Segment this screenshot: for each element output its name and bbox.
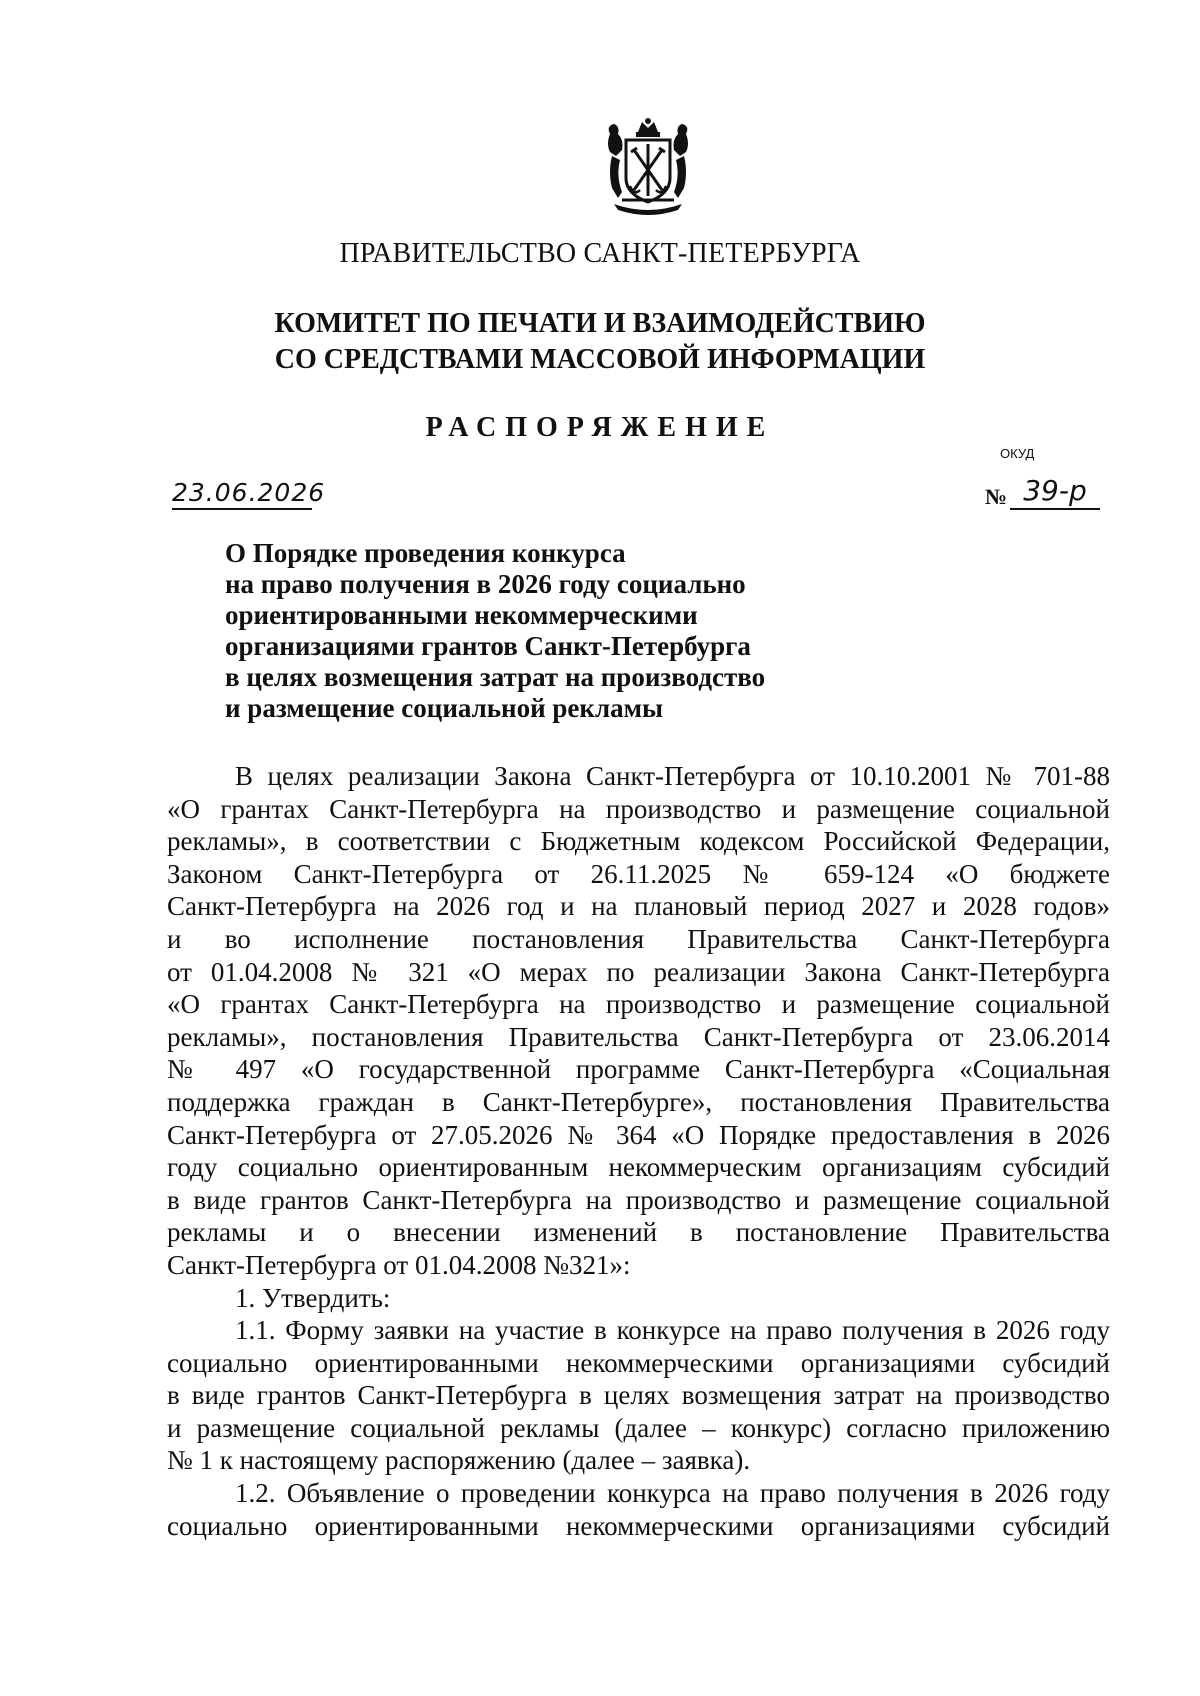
subject-line: на право получения в 2026 году социально bbox=[225, 569, 746, 599]
body-line: в виде грантов Санкт-Петербурга на производство и размещение социальной bbox=[167, 1184, 1110, 1215]
body-line: В целях реализации Закона Санкт-Петербурга от 10.10.2001 № 701-88 bbox=[235, 761, 1110, 791]
body-line: в виде грантов Санкт-Петербурга в целях возмещения затрат на производство bbox=[167, 1380, 1110, 1411]
body-line: от 01.04.2008 № 321 «О мерах по реализации Закона Санкт-Петербурга bbox=[167, 956, 1110, 987]
document-date: 23.06.2026 bbox=[172, 478, 312, 510]
subject-line: О Порядке проведения конкурса bbox=[225, 538, 626, 568]
body-line: № 1 к настоящему распоряжению (далее – заявка). bbox=[167, 1445, 751, 1476]
body-line: Законом Санкт-Петербурга от 26.11.2025 № 659-124 «О бюджете bbox=[167, 858, 1110, 889]
document-type: РАСПОРЯЖЕНИЕ bbox=[425, 412, 775, 443]
okud-label: ОКУД bbox=[1000, 446, 1035, 461]
body-line: и во исполнение постановления Правительства Санкт-Петербурга bbox=[167, 923, 1110, 954]
body-line: году социально ориентированным некоммерческим организациям субсидий bbox=[167, 1152, 1110, 1183]
body-line: 1. Утвердить: bbox=[235, 1282, 391, 1313]
committee-line: КОМИТЕТ ПО ПЕЧАТИ И ВЗАИМОДЕЙСТВИЮ bbox=[274, 308, 926, 339]
document-body bbox=[167, 760, 1110, 1542]
body-line: социально ориентированными некоммерческими организациями субсидий bbox=[167, 1510, 1110, 1541]
body-line: поддержка граждан в Санкт-Петербурге», постановления Правительства bbox=[167, 1086, 1110, 1117]
body-line: 1.2. Объявление о проведении конкурса на право получения в 2026 году bbox=[235, 1478, 1110, 1509]
body-line: рекламы и о внесении изменений в постановление Правительства bbox=[167, 1217, 1110, 1248]
committee-name bbox=[0, 306, 1200, 378]
subject-line: организациями грантов Санкт-Петербурга bbox=[225, 631, 751, 661]
body-line: социально ориентированными некоммерческими организациями субсидий bbox=[167, 1347, 1110, 1378]
body-line: Санкт-Петербурга от 27.05.2026 № 364 «О Порядке предоставления в 2026 bbox=[167, 1119, 1110, 1150]
coat-of-arms-icon bbox=[602, 116, 694, 216]
government-title: ПРАВИТЕЛЬСТВО САНКТ-ПЕТЕРБУРГА bbox=[339, 238, 861, 269]
body-line: 1.1. Форму заявки на участие в конкурсе на право получения в 2026 году bbox=[235, 1315, 1110, 1346]
body-line: № 497 «О государственной программе Санкт-Петербурга «Социальная bbox=[167, 1054, 1110, 1085]
body-line: «О грантах Санкт-Петербурга на производство и размещение социальной bbox=[167, 989, 1110, 1020]
committee-line: СО СРЕДСТВАМИ МАССОВОЙ ИНФОРМАЦИИ bbox=[274, 344, 926, 375]
number-sign: № bbox=[985, 484, 1008, 509]
document-number: 39-р bbox=[1010, 474, 1100, 510]
body-line: Санкт-Петербурга от 01.04.2008 №321»: bbox=[167, 1249, 631, 1280]
body-line: и размещение социальной рекламы (далее – конкурс) согласно приложению bbox=[167, 1412, 1110, 1443]
subject-line: и размещение социальной рекламы bbox=[225, 693, 664, 723]
body-line: «О грантах Санкт-Петербурга на производство и размещение социальной bbox=[167, 793, 1110, 824]
document-subject bbox=[225, 538, 845, 724]
body-line: Санкт-Петербурга на 2026 год и на плановый период 2027 и 2028 годов» bbox=[167, 891, 1110, 922]
subject-line: ориентированными некоммерческими bbox=[225, 600, 698, 630]
subject-line: в целях возмещения затрат на производство bbox=[225, 662, 766, 692]
body-line: рекламы», в соответствии с Бюджетным кодексом Российской Федерации, bbox=[167, 826, 1110, 857]
body-line: рекламы», постановления Правительства Санкт-Петербурга от 23.06.2014 bbox=[167, 1021, 1110, 1052]
